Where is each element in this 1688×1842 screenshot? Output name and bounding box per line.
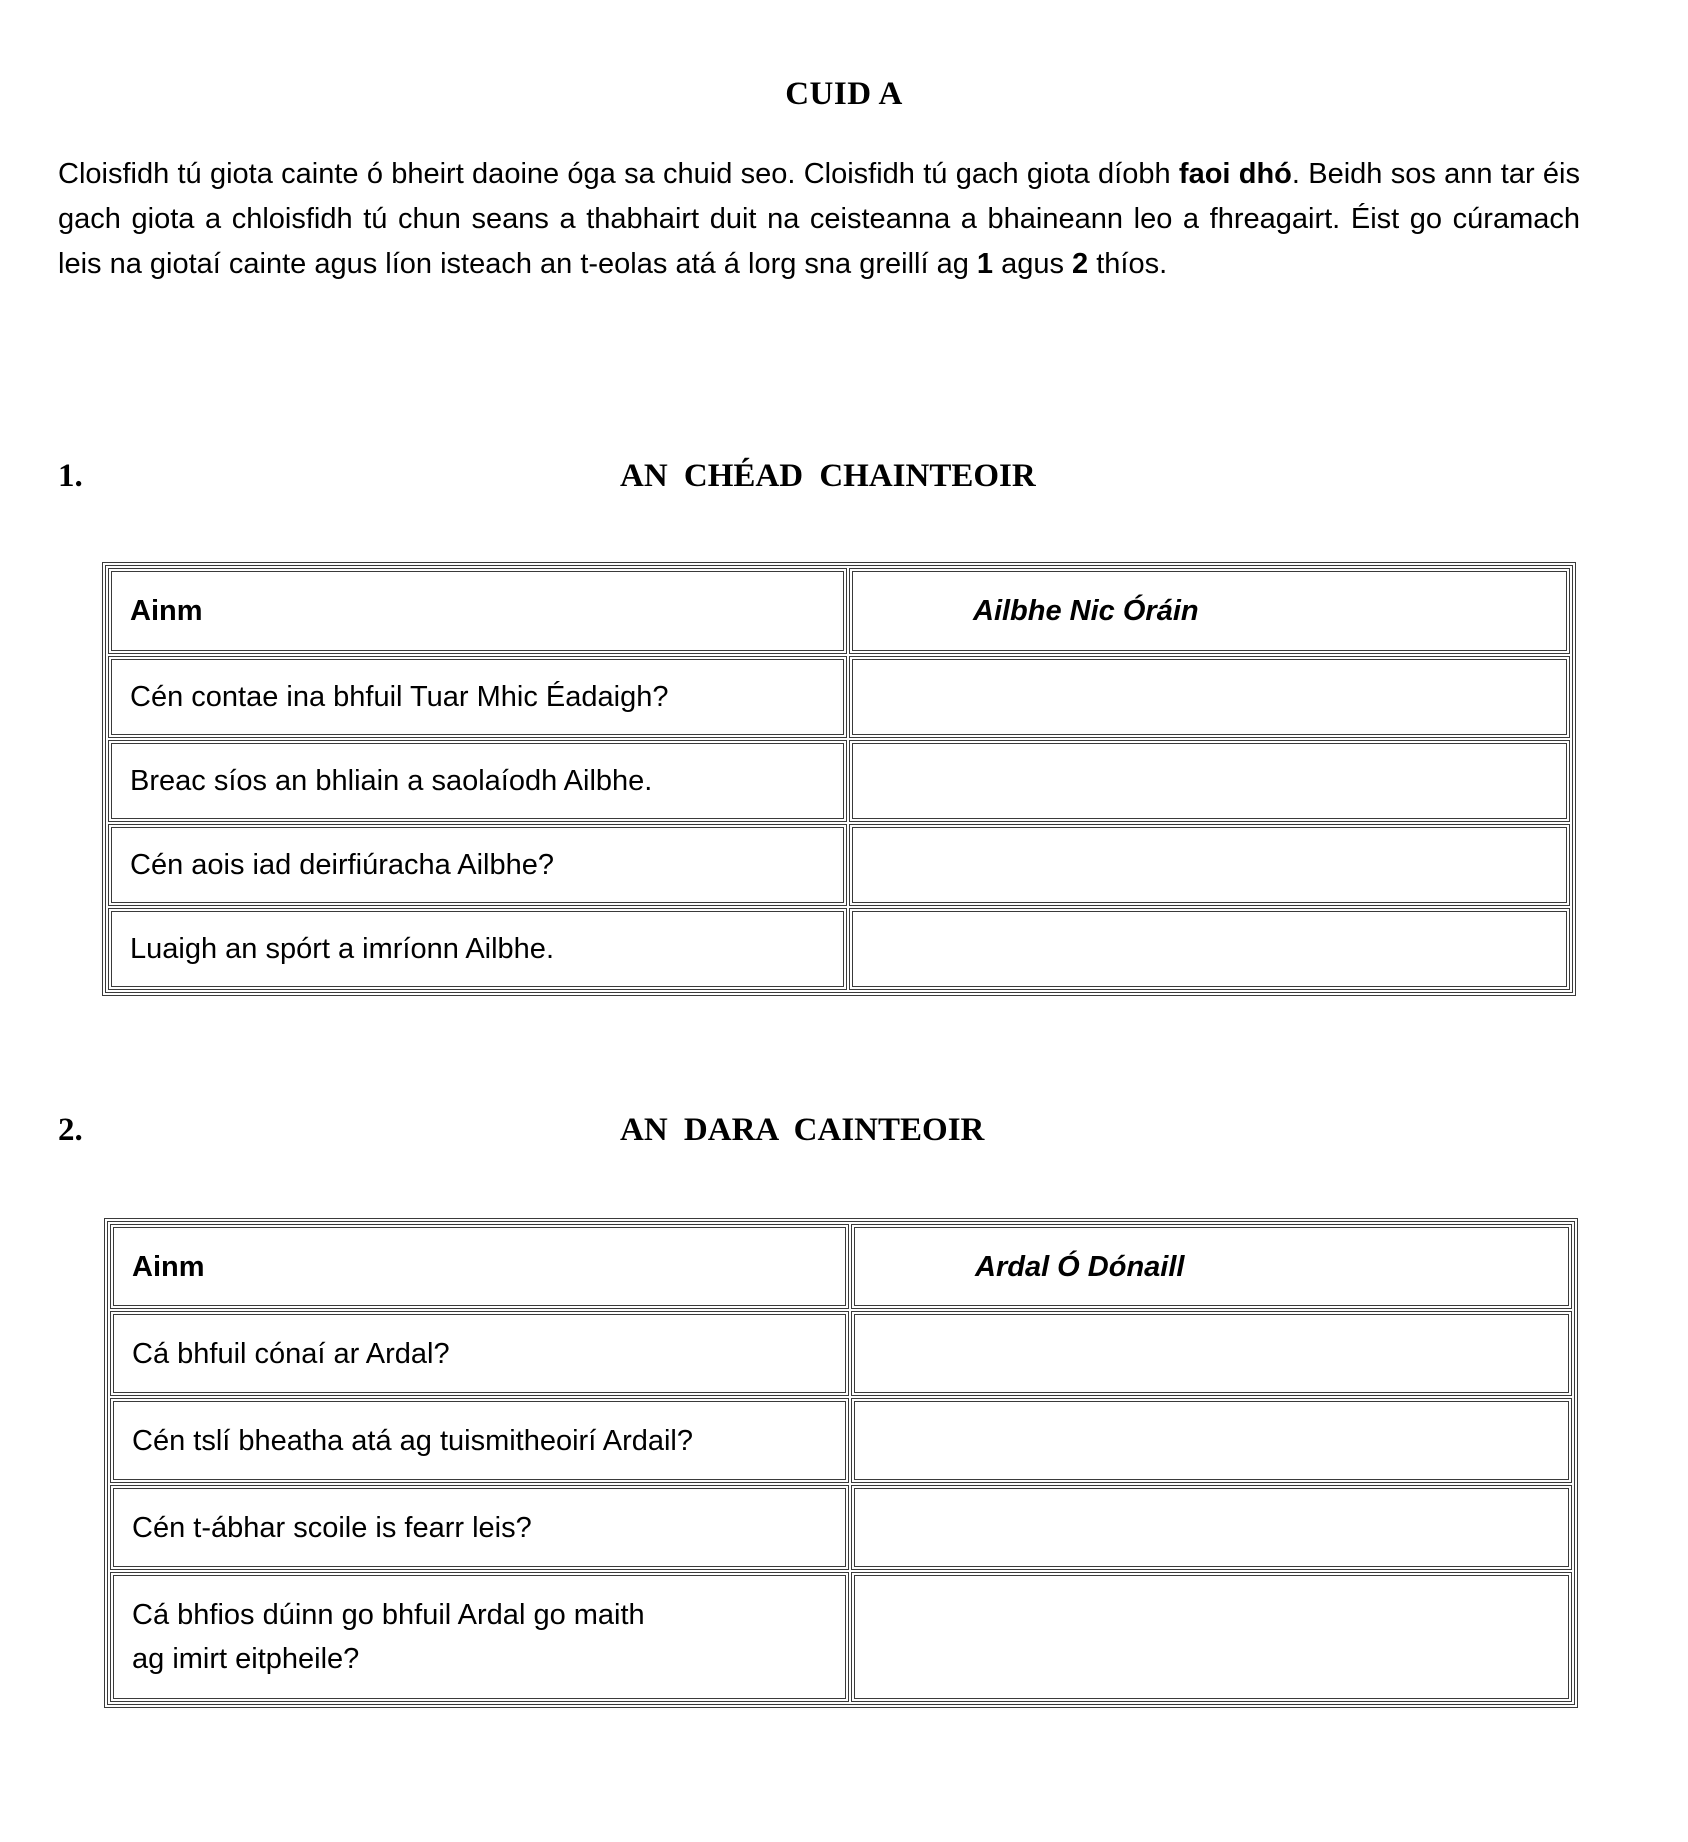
answer-cell[interactable]: [849, 740, 1570, 822]
section-title: CUID A: [785, 76, 903, 112]
table-row: [110, 1485, 1572, 1570]
name-label: Ainm: [110, 1224, 849, 1309]
table-row: [110, 1398, 1572, 1483]
speaker-2-grid: [104, 1218, 1578, 1708]
question-cell: [110, 1572, 849, 1702]
table-row: [110, 1311, 1572, 1396]
question-number-2: 2.: [58, 1112, 83, 1148]
instructions-emphasis: 2: [1072, 248, 1089, 280]
question-cell: Luaigh an spórt a imríonn Ailbhe.: [108, 908, 847, 990]
answer-cell[interactable]: [851, 1398, 1572, 1483]
instructions-emphasis: 1: [976, 248, 994, 280]
answer-cell[interactable]: [851, 1572, 1572, 1702]
question-cell: Cén aois iad deirfiúracha Ailbhe?: [108, 824, 847, 906]
speaker-name: Ailbhe Nic Óráin: [849, 568, 1570, 654]
answer-cell[interactable]: [851, 1311, 1572, 1396]
table-row: [110, 1224, 1572, 1309]
answer-cell[interactable]: [849, 656, 1570, 738]
question-cell: Breac síos an bhliain a saolaíodh Ailbhe.: [108, 740, 847, 822]
name-label: Ainm: [108, 568, 847, 654]
instructions-text: . Beidh sos ann tar éis gach giota a chloisfidh tú chun seans a thabhairt duit na ceisteanna a bhaineann leo a fhreagairt. Éist go cúramach leis na giotaí cainte agus líon isteach an t-eolas atá á lorg sna greillí ag: [58, 158, 1580, 280]
question-cell: Cá bhfuil cónaí ar Ardal?: [110, 1311, 849, 1396]
instructions-text: thíos.: [1088, 248, 1168, 280]
instructions-text: Cloisfidh tú giota cainte ó bheirt daoine óga sa chuid seo. Cloisfidh tú gach giota díobh: [58, 158, 1179, 190]
table-row: [108, 740, 1570, 822]
question-heading-2: AN DARA CAINTEOIR: [620, 1112, 985, 1148]
question-cell: Cén t-ábhar scoile is fearr leis?: [110, 1485, 849, 1570]
answer-cell[interactable]: [849, 908, 1570, 990]
question-heading-1: AN CHÉAD CHAINTEOIR: [620, 458, 1036, 494]
question-line: ag imirt eitpheile?: [132, 1643, 360, 1675]
instructions-emphasis: faoi dhó: [1178, 158, 1292, 190]
answer-cell[interactable]: [851, 1485, 1572, 1570]
table-row: [110, 1572, 1572, 1702]
question-cell: Cén tslí bheatha atá ag tuismitheoirí Ardail?: [110, 1398, 849, 1483]
table-row: [108, 656, 1570, 738]
question-number-1: 1.: [58, 458, 83, 494]
question-line: Cá bhfios dúinn go bhfuil Ardal go maith: [132, 1599, 645, 1631]
instructions-paragraph: [58, 152, 1580, 287]
table-row: [108, 568, 1570, 654]
instructions-text: agus: [993, 248, 1073, 280]
table-row: [108, 908, 1570, 990]
speaker-1-grid: [102, 562, 1576, 996]
answer-cell[interactable]: [849, 824, 1570, 906]
table-row: [108, 824, 1570, 906]
question-cell: Cén contae ina bhfuil Tuar Mhic Éadaigh?: [108, 656, 847, 738]
speaker-name: Ardal Ó Dónaill: [851, 1224, 1572, 1309]
